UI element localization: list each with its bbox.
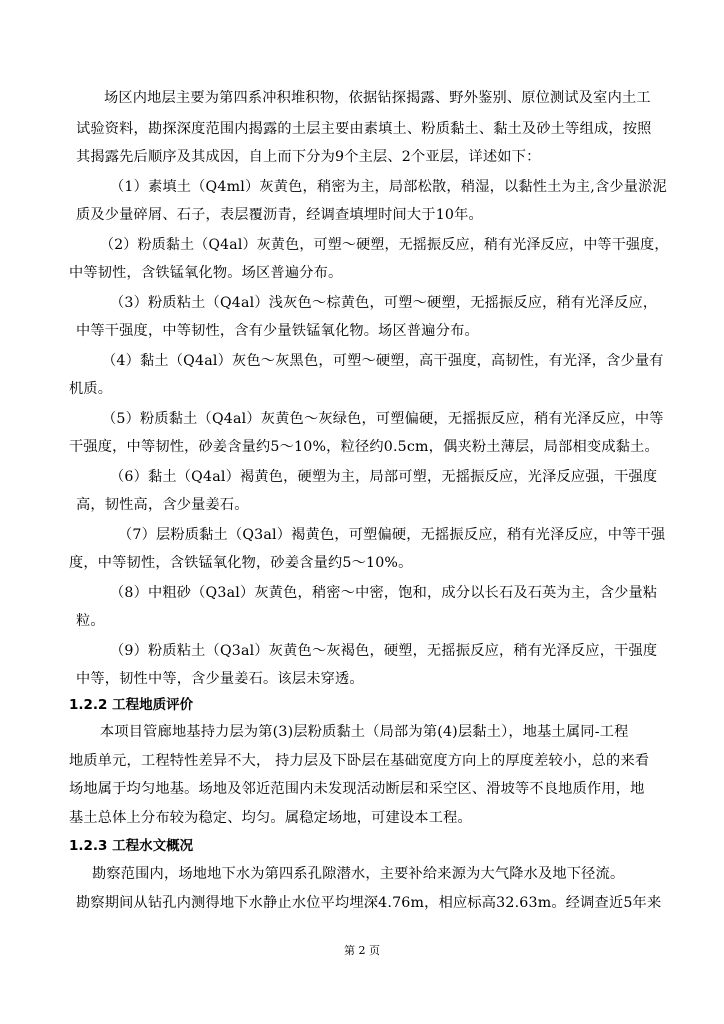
text-line: （9）粉质粘土（Q3al）灰黄色～灰褐色，硬塑，无摇振反应，稍有光泽反应，干强度 bbox=[110, 643, 658, 659]
text-line: 中等干强度，中等韧性，含有少量铁锰氧化物。场区普遍分布。 bbox=[76, 323, 479, 339]
section-heading: 1.2.2 工程地质评价 bbox=[69, 697, 194, 713]
text-line: （3）粉质粘土（Q4al）浅灰色～棕黄色，可塑～硬塑，无摇振反应，稍有光泽反应， bbox=[110, 295, 658, 311]
section-heading: 1.2.3 工程水文概况 bbox=[69, 838, 194, 854]
text-line: 试验资料，勘探深度范围内揭露的土层主要由素填土、粉质黏土、黏土及砂土等组成，按照 bbox=[76, 121, 652, 137]
text-line: 干强度，中等韧性，砂姜含量约5～10%，粒径约0.5cm，偶夹粉土薄层，局部相变成黏土。 bbox=[69, 439, 659, 455]
text-line: 中等韧性，含铁锰氧化物。场区普遍分布。 bbox=[69, 265, 343, 281]
text-line: 勘察范围内，场地地下水为第四系孔隙潜水，主要补给来源为大气降水及地下径流。 bbox=[92, 866, 625, 882]
text-line: （7）层粉质黏土（Q3al）褐黄色，可塑偏硬，无摇振反应，稍有光泽反应，中等干强 bbox=[118, 527, 666, 543]
text-line: 粒。 bbox=[76, 613, 105, 629]
text-line: （6）黏土（Q4al）褐黄色，硬塑为主，局部可塑，无摇振反应，光泽反应强，干强度 bbox=[110, 469, 658, 485]
text-line: 勘察期间从钻孔内测得地下水静止水位平均埋深4.76m，相应标高32.63m。经调查近5年来 bbox=[76, 895, 662, 911]
text-line: （1）素填土（Q4ml）灰黄色，稍密为主，局部松散，稍湿，以黏性土为主,含少量淤泥 bbox=[110, 179, 667, 195]
page-number: 第 2 页 bbox=[344, 944, 380, 957]
text-line: 度，中等韧性，含铁锰氧化物，砂姜含量约5～10%。 bbox=[69, 555, 413, 571]
text-line: （5）粉质黏土（Q4al）灰黄色～灰绿色，可塑偏硬，无摇振反应，稍有光泽反应，中等 bbox=[102, 411, 664, 427]
text-line: 质及少量碎屑、石子，表层覆沥青，经调查填埋时间大于10年。 bbox=[76, 207, 483, 223]
text-line: 高，韧性高，含少量姜石。 bbox=[76, 497, 249, 513]
text-line: 基土总体上分布较为稳定、均匀。属稳定场地，可建设本工程。 bbox=[69, 810, 472, 826]
text-line: （8）中粗砂（Q3al）灰黄色，稍密～中密，饱和，成分以长石及石英为主，含少量粘 bbox=[110, 585, 658, 601]
text-line: 场区内地层主要为第四系冲积堆积物，依据钻探揭露、野外鉴别、原位测试及室内土工 bbox=[104, 90, 651, 106]
text-line: 机质。 bbox=[69, 381, 113, 397]
text-line: 中等，韧性中等，含少量姜石。该层未穿透。 bbox=[76, 671, 364, 687]
text-line: 地质单元，工程特性差异不大， 持力层及下卧层在基础宽度方向上的厚度差较小，总的来看 bbox=[69, 753, 650, 769]
text-line: 场地属于均匀地基。场地及邻近范围内未发现活动断层和采空区、滑坡等不良地质作用，地 bbox=[69, 781, 645, 797]
text-line: （4）黏土（Q4al）灰色～灰黑色，可塑～硬塑，高干强度，高韧性，有光泽，含少量有 bbox=[102, 353, 664, 369]
text-line: （2）粉质黏土（Q4al）灰黄色，可塑～硬塑，无摇振反应，稍有光泽反应，中等干强度， bbox=[100, 237, 669, 253]
text-line: 本项目管廊地基持力层为第(3)层粉质黏土（局部为第(4)层黏土），地基土属同-工程 bbox=[100, 724, 629, 740]
text-line: 其揭露先后顺序及其成因，自上而下分为9个主层、2个亚层，详述如下： bbox=[76, 149, 541, 165]
